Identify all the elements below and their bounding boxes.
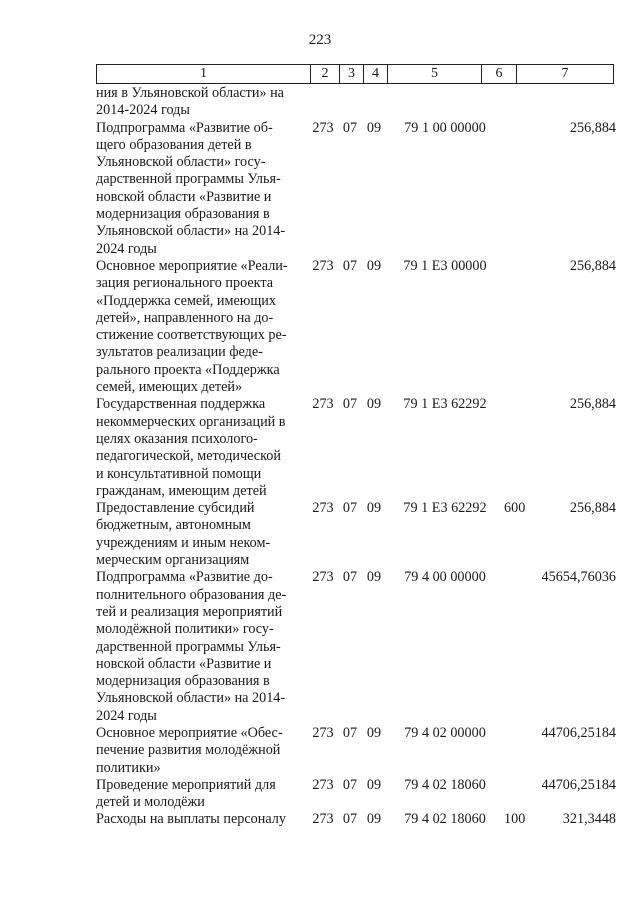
- row-name-line: Подпрограмма «Развитие до-: [96, 569, 273, 586]
- table-row: [96, 396, 616, 500]
- row-col-7: 256,884: [569, 396, 616, 413]
- row-name-line: полнительного образования де-: [96, 586, 287, 603]
- row-name: [96, 811, 308, 828]
- header-col-5: 5: [388, 65, 482, 83]
- row-col-5: 79 4 02 00000: [404, 724, 486, 741]
- row-name-line: Основное мероприятие «Обес-: [96, 724, 283, 741]
- row-col-4: 09: [366, 569, 382, 586]
- table-row: [96, 120, 616, 258]
- row-col-2: 273: [312, 811, 334, 828]
- row-col-5: 79 4 02 18060: [404, 776, 486, 793]
- row-name-line: новской области «Развитие и: [96, 188, 272, 205]
- row-name-line: семей, имеющих детей»: [96, 379, 243, 396]
- header-col-1: 1: [97, 65, 311, 83]
- header-col-4: 4: [364, 65, 388, 83]
- row-name: [96, 725, 308, 777]
- table-row: [96, 500, 616, 569]
- row-name: [96, 777, 308, 812]
- row-name-line: ния в Ульяновской области» на: [96, 85, 284, 101]
- table-row: [96, 811, 616, 828]
- row-col-4: 09: [366, 500, 382, 517]
- row-col-3: 07: [342, 776, 358, 793]
- row-col-3: 07: [342, 257, 358, 274]
- row-name: [96, 396, 308, 500]
- header-col-6: 6: [482, 65, 517, 83]
- row-col-3: 07: [342, 724, 358, 741]
- header-col-3: 3: [340, 65, 364, 83]
- table-row: [96, 258, 616, 396]
- row-col-3: 07: [342, 500, 358, 517]
- row-col-2: 273: [312, 776, 334, 793]
- header-col-2: 2: [311, 65, 340, 83]
- row-name-line: мерческим организациям: [96, 552, 250, 569]
- row-col-5: 79 1 E3 00000: [403, 257, 487, 274]
- row-col-7: 256,884: [569, 500, 616, 517]
- row-name-line: 2014-2024 годы: [96, 102, 190, 119]
- row-col-6: 600: [504, 500, 526, 517]
- row-col-2: 273: [312, 257, 334, 274]
- row-name-line: политики»: [96, 759, 161, 776]
- row-name-line: модернизация образования в: [96, 673, 270, 690]
- row-name: [96, 258, 308, 396]
- row-col-3: 07: [342, 811, 358, 828]
- row-name-line: дарственной программы Улья-: [96, 171, 281, 188]
- row-name-line: 2024 годы: [96, 240, 157, 257]
- row-name-line: Ульяновской области» на 2014-: [96, 223, 286, 240]
- row-name-line: Государственная поддержка: [96, 396, 266, 413]
- row-name-line: зация регионального проекта: [96, 275, 274, 292]
- row-name-line: Подпрограмма «Развитие об-: [96, 119, 273, 136]
- table-header: [96, 64, 614, 84]
- row-col-3: 07: [342, 569, 358, 586]
- row-col-5: 79 4 02 18060: [404, 811, 486, 828]
- row-name-line: Проведение мероприятий для: [96, 776, 276, 793]
- row-col-7: 321,3448: [562, 811, 616, 828]
- row-name-line: тей и реализация мероприятий: [96, 603, 283, 620]
- row-name-line: дарственной программы Улья-: [96, 638, 281, 655]
- row-name: [96, 569, 308, 725]
- row-col-7: 256,884: [569, 257, 616, 274]
- row-name: [96, 85, 308, 120]
- row-name-line: рального проекта «Поддержка: [96, 361, 280, 378]
- row-col-3: 07: [342, 396, 358, 413]
- row-name-line: целях оказания психолого-: [96, 430, 258, 447]
- table-body: [96, 85, 616, 829]
- row-name-line: «Поддержка семей, имеющих: [96, 292, 276, 309]
- row-name: [96, 120, 308, 258]
- row-col-2: 273: [312, 500, 334, 517]
- row-col-7: 44706,25184: [541, 776, 616, 793]
- row-name-line: модернизация образования в: [96, 206, 270, 223]
- row-col-3: 07: [342, 119, 358, 136]
- row-col-4: 09: [366, 257, 382, 274]
- header-col-7: 7: [561, 66, 569, 81]
- row-col-2: 273: [312, 119, 334, 136]
- row-name-line: новской области «Развитие и: [96, 655, 272, 672]
- row-name-line: печение развития молодёжной: [96, 742, 281, 759]
- table-row: [96, 725, 616, 777]
- row-name-line: щего образования детей в: [96, 136, 252, 153]
- row-name-line: гражданам, имеющим детей: [96, 482, 267, 499]
- row-name-line: некоммерческих организаций в: [96, 413, 286, 430]
- table-row: [96, 85, 616, 120]
- row-name-line: Предоставление субсидий: [96, 500, 255, 517]
- row-col-6: 100: [504, 811, 526, 828]
- table-row: [96, 777, 616, 812]
- row-col-7: 44706,25184: [541, 724, 616, 741]
- row-name-line: бюджетным, автономным: [96, 517, 251, 534]
- row-col-4: 09: [366, 396, 382, 413]
- row-name-line: детей и молодёжи: [96, 794, 205, 811]
- row-name-line: педагогической, методической: [96, 448, 281, 465]
- row-name-line: Ульяновской области» госу-: [96, 154, 266, 171]
- row-col-7: 256,884: [569, 119, 616, 136]
- row-col-5: 79 4 00 00000: [404, 569, 486, 586]
- row-name-line: Ульяновской области» на 2014-: [96, 690, 286, 707]
- row-col-5: 79 1 E3 62292: [403, 396, 487, 413]
- row-col-4: 09: [366, 776, 382, 793]
- row-col-4: 09: [366, 811, 382, 828]
- row-name-line: Основное мероприятие «Реали-: [96, 257, 288, 274]
- row-name: [96, 500, 308, 569]
- row-col-5: 79 1 E3 62292: [403, 500, 487, 517]
- row-name-line: детей», направленного на до-: [96, 309, 274, 326]
- row-col-2: 273: [312, 569, 334, 586]
- row-name-line: зультатов реализации феде-: [96, 344, 263, 361]
- row-col-2: 273: [312, 724, 334, 741]
- row-name-line: молодёжной политики» госу-: [96, 621, 274, 638]
- row-name-line: и консультативной помощи: [96, 465, 262, 482]
- row-col-5: 79 1 00 00000: [404, 119, 486, 136]
- table-row: [96, 569, 616, 725]
- row-name-line: 2024 годы: [96, 707, 157, 724]
- row-col-7: 45654,76036: [541, 569, 616, 586]
- row-name-line: учреждениям и иным неком-: [96, 534, 271, 551]
- row-col-4: 09: [366, 724, 382, 741]
- row-name-line: стижение соответствующих ре-: [96, 327, 287, 344]
- page-number: 223: [308, 32, 332, 48]
- row-col-4: 09: [366, 119, 382, 136]
- row-col-2: 273: [312, 396, 334, 413]
- row-name-line: Расходы на выплаты персоналу: [96, 811, 286, 828]
